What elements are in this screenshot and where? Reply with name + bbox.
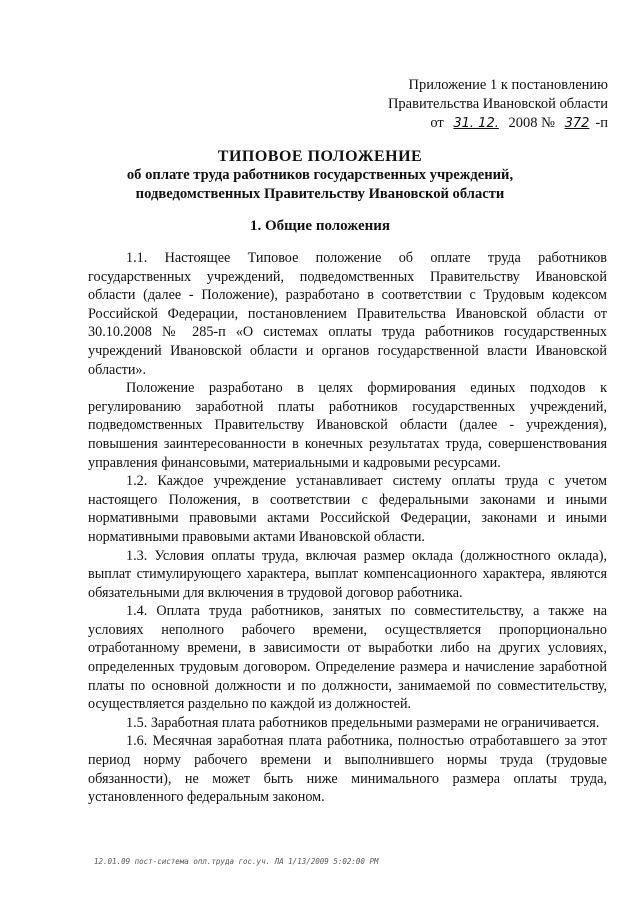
section-heading: 1. Общие положения [249,218,391,234]
appendix-line-1: Приложение 1 к постановлению [408,77,608,93]
paragraph-1-4: 1.4. Оплата труда работников, занятых по совместительству, а также на условиях неполного рабочего времени, осуществляется пропорционально отработанному времени, в зависимости от выработки либо на других условиях, определенных трудовым договором. Определение размера и начисление заработной платы по основной должности и по должности, занимаемой по совместительству, осуществляется раздельно по каждой из должностей. [88,603,607,713]
number-suffix: -п [595,115,608,131]
document-title [60,147,580,204]
paragraph-1-6: 1.6. Месячная заработная плата работника, полностью отработавшего за этот период норму рабочего времени и выполнившего нормы труда (трудовые обязанности), не может быть ниже минимального размера оплаты труда, установленного федеральным законом. [88,733,607,806]
file-footer: 12.01.09 пост-система опл.труда гос.уч. ЛА 1/13/2009 5:02:00 PM [94,857,379,866]
date-prefix: от [430,115,444,131]
title-sub-1: об оплате труда работников государственных учреждений, [126,167,514,183]
title-main: ТИПОВОЕ ПОЛОЖЕНИЕ [217,148,423,165]
appendix-header [330,76,608,133]
document-body [88,249,607,807]
paragraph-1-5: 1.5. Заработная плата работников предельными размерами не ограничивается. [126,714,600,731]
handwritten-date: 31. 12. [453,116,499,131]
paragraph-1-3: 1.3. Условия оплаты труда, включая размер оклада (должностного оклада), выплат стимулирующего характера, выплат компенсационного характера, являются обязательными для включения в трудовой договор работника. [88,547,607,601]
appendix-line-2: Правительства Ивановской области [387,96,608,112]
title-sub-2: подведомственных Правительству Ивановской области [135,186,505,202]
paragraph-1-2: 1.2. Каждое учреждение устанавливает систему оплаты труда с учетом настоящего Положения, в соответствии с федеральными законами и иными нормативными правовыми актами Российской Федерации, законами и иными нормативными правовыми актами Ивановской области. [88,473,607,545]
appendix-date-line [330,114,608,133]
handwritten-number: 372 [564,116,590,131]
year-number: 2008 № [508,115,555,131]
paragraph-1-1: 1.1. Настоящее Типовое положение об оплате труда работников государственных учреждений, подведомственных Правительству Ивановской области (далее - Положение), разработано в соответствии с Трудовым кодексом Российской Федерации, постановлением Правительства Ивановской области от 30.10.2008 № 285-п «О системах оплаты труда работников государственных учреждений Ивановской области и органов государственной власти Ивановской области». [88,250,607,378]
paragraph-purpose: Положение разработано в целях формирования единых подходов к регулированию заработной платы работников государственных учреждений, подведомственных Правительству Ивановской области (далее - учреждения), повышения заинтересованности в конечных результатах труда, совершенствования управления финансовыми, материальными и кадровыми ресурсами. [88,380,607,471]
